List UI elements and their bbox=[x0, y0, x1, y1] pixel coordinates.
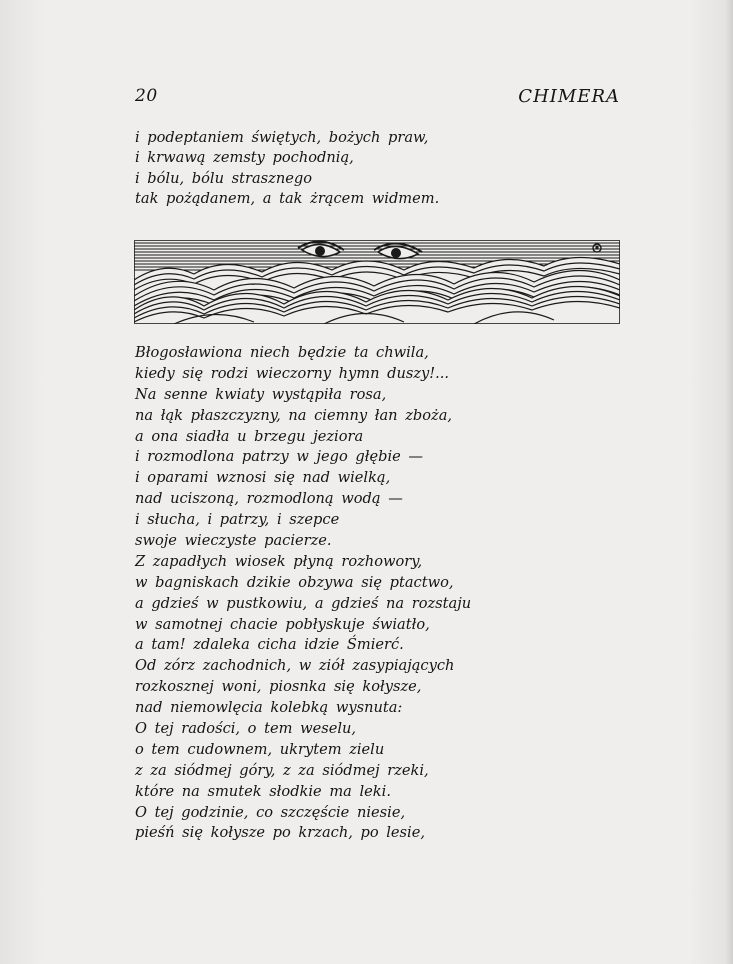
verse-line: nad uciszoną, rozmodloną wodą — bbox=[135, 490, 403, 508]
page-number: 20 bbox=[135, 86, 158, 106]
verse-line: i krwawą zemsty pochodnią, bbox=[135, 149, 354, 167]
verse-line: w bagniskach dzikie obzywa się ptactwo, bbox=[135, 573, 454, 591]
verse-line: O tej radości, o tem weselu, bbox=[135, 720, 357, 738]
verse-line: rozkosznej woni, piosnka się kołysze, bbox=[135, 678, 422, 696]
verse-line: a ona siadła u brzegu jeziora bbox=[135, 427, 364, 445]
page-edge-shadow bbox=[725, 0, 733, 964]
verse-line: a gdzieś w pustkowiu, a gdzieś na rozstaju bbox=[135, 594, 472, 612]
running-title: CHIMERA bbox=[518, 86, 620, 107]
verse-line: tak pożądanem, a tak żrącem widmem. bbox=[135, 190, 440, 208]
verse-line: Z zapadłych wiosek płyną rozhowory, bbox=[135, 552, 423, 570]
stanza-2 bbox=[135, 343, 471, 844]
verse-line: Od zórz zachodnich, w ziół zasypiających bbox=[135, 657, 455, 675]
verse-line: i bólu, bólu strasznego bbox=[135, 169, 312, 187]
verse-line: nad niemowlęcia kolebką wysnuta: bbox=[135, 699, 403, 717]
verse-line: z za siódmej góry, z za siódmej rzeki, bbox=[135, 761, 429, 779]
waves-with-eyes-icon bbox=[134, 240, 620, 324]
verse-line: które na smutek słodkie ma leki. bbox=[135, 782, 391, 800]
verse-line: i rozmodlona patrzy w jego głębie — bbox=[135, 448, 424, 466]
verse-line: i podeptaniem świętych, bożych praw, bbox=[135, 129, 429, 146]
verse-line: kiedy się rodzi wieczorny hymn duszy!... bbox=[135, 364, 450, 382]
verse-line: a tam! zdaleka cicha idzie Śmierć. bbox=[135, 636, 404, 654]
verse-line: i oparami wznosi się nad wielką, bbox=[135, 469, 391, 487]
stanza-1 bbox=[135, 128, 439, 210]
verse-line: Na senne kwiaty wystąpiła rosa, bbox=[135, 385, 387, 403]
verse-line: Błogosławiona niech będzie ta chwila, bbox=[135, 344, 429, 361]
verse-line: swoje wieczyste pacierze. bbox=[135, 532, 332, 550]
verse-line: i słucha, i patrzy, i szepce bbox=[135, 511, 340, 529]
verse-line: O tej godzinie, co szczęście niesie, bbox=[135, 803, 406, 821]
verse-line: na łąk płaszczyzny, na ciemny łan zboża, bbox=[135, 406, 453, 424]
verse-line: o tem cudownem, ukrytem zielu bbox=[135, 740, 385, 758]
verse-line: pieśń się kołysze po krzach, po lesie, bbox=[135, 824, 425, 842]
verse-line: w samotnej chacie pobłyskuje światło, bbox=[135, 615, 430, 633]
